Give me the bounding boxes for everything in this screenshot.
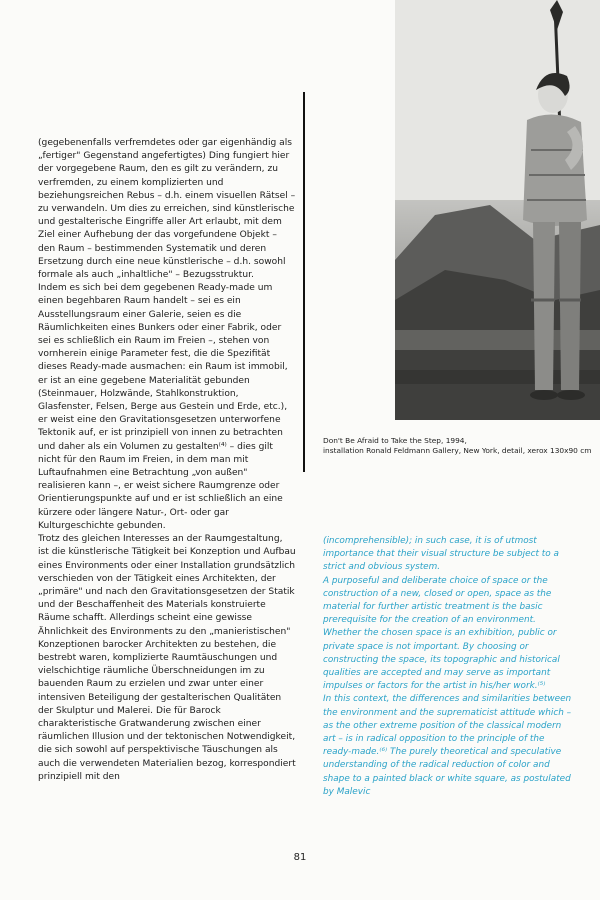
artwork-photo	[395, 0, 600, 420]
caption-line-2: installation Ronald Feldmann Gallery, New York, detail, xerox 130x90 cm	[323, 446, 592, 455]
caption-line-1: Don't Be Afraid to Take the Step, 1994,	[323, 436, 467, 445]
column-divider	[303, 92, 305, 472]
photo-caption	[323, 436, 598, 456]
english-paragraph-1: (incomprehensible); in such case, it is of utmost importance that their visual structure be subject to a strict and obvious system.	[323, 536, 559, 573]
english-paragraph-3: In this context, the differences and similarities between the environment and the suprematicist attitude which – as the other extreme position of the classical modern art – is in radical opposition to the principle of the ready-made.⁽⁶⁾ The purely theoretical and speculative understanding of the radical reduction of color and shape to a painted black or white square, as postulated by Malevic	[323, 694, 572, 797]
english-text-column	[323, 535, 575, 799]
german-paragraph-3: Trotz des gleichen Interesses an der Raumgestaltung, ist die künstlerische Tätigkeit bei Konzeption und Aufbau eines Environments oder einer Installation grundsätzlich verschieden von der Tätigkeit eines Architekten, der „primäre" und nach den Gravitationsgesetzen der Statik und der Beschaffenheit des Materials konstruierte Räume schafft. Allerdings scheint eine gewisse Ähnlichkeit des Environments zu den „manieristischen" Konzeptionen barocker Architekten zu bestehen, die bestrebt waren, komplizierte Raumtäuschungen und vielschichtige räumliche Überschneidungen im zu bauenden Raum zu erzielen und zwar unter einer intensiven Beteiligung der gestalterischen Qualitäten der Skulptur und Malerei. Die für Barock charakteristische Gratwanderung zwischen einer räumlichen Illusion und der tektonischen Notwendigkeit, die sich sowohl auf perspektivische Täuschungen als auch die verwendeten Materialien bezog, korrespondiert prinzipiell mit den	[38, 534, 296, 782]
page-number: 81	[293, 852, 307, 863]
german-paragraph-2: Indem es sich bei dem gegebenen Ready-made um einen begehbaren Raum handelt – sei es ein Ausstellungsraum einer Galerie, seien es die Räumlichkeiten eines Bunkers oder einer Fabrik, oder sei es schließlich ein Raum im Freien –, stehen von vornherein einige Parameter fest, die die Spezifität dieses Ready-made ausmachen: ein Raum ist immobil, er ist an eine gegebene Materialität gebunden (Steinmauer, Holzwände, Stahlkonstruktion, Glasfenster, Felsen, Berge aus Gestein und Erde, etc.), er weist eine den Gravitationsgesetzen unterworfene Tektonik auf, er ist prinzipiell von innen zu betrachten und daher als ein Volumen zu gestalten⁽⁴⁾ – dies gilt nicht für den Raum im Freien, in dem man mit Luftaufnahmen eine Betrachtung „von außen" realisieren kann –, er weist sichere Raumgrenze oder Orientierungspunkte auf und er ist schließlich an eine kürzere oder längere Natur-, Ort- oder gar Kulturgeschichte gebunden.	[38, 283, 288, 531]
german-text-column	[38, 137, 296, 784]
german-paragraph-1: (gegebenenfalls verfremdetes oder gar eigenhändig als „fertiger" Gegenstand angefertigtes) Ding fungiert hier der vorgegebene Raum, den es gilt zu verändern, zu verfremden, zu einem komplizierten und beziehungsreichen Rebus – d.h. einem visuellen Rätsel – zu verwandeln. Um dies zu erreichen, sind künstlerische und gestalterische Eingriffe aller Art erlaubt, mit dem Ziel einer Aufhebung der das vorgefundene Objekt – den Raum – bestimmenden Systematik und deren Ersetzung durch eine neue künstlerische – d.h. sowohl formale als auch „inhaltliche" – Bezugsstruktur.	[38, 138, 296, 281]
artwork-photo-graphic	[395, 0, 600, 420]
english-paragraph-2: A purposeful and deliberate choice of space or the construction of a new, closed or open, space as the material for further artistic treatment is the basic prerequisite for the creation of an environment. Whether the chosen space is an exhibition, public or private space is not important. By choosing or constructing the space, its topographic and historical qualities are accepted and may serve as important impulses or factors for the artist in his/her work.⁽⁵⁾	[323, 575, 560, 692]
